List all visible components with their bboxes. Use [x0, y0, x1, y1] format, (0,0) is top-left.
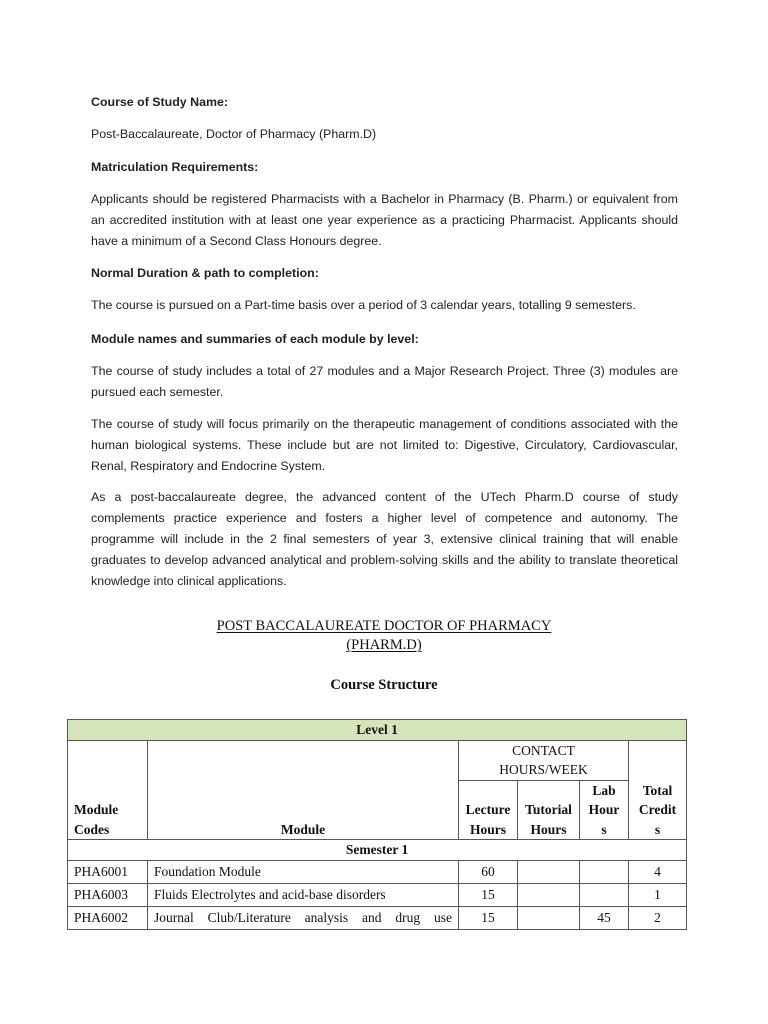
tutorial-header-line-2: Hours — [530, 821, 567, 837]
lab-hours — [580, 860, 629, 883]
module-codes-header-line-2: Codes — [74, 821, 110, 837]
table-row — [68, 906, 687, 929]
tutorial-hours-header — [518, 780, 580, 840]
duration-heading: Normal Duration & path to completion: — [91, 266, 319, 280]
lecture-header-line-1: Lecture — [465, 802, 511, 817]
contact-hours-header-line-1: CONTACT — [512, 742, 575, 758]
credits-header-line-3: s — [654, 821, 661, 837]
matriculation-heading: Matriculation Requirements: — [91, 160, 259, 174]
course-structure-table — [67, 719, 687, 930]
lab-hours-header — [580, 780, 629, 840]
lab-hours: 45 — [580, 906, 629, 929]
modules-summary-3: As a post-baccalaureate degree, the advanced content of the UTech Pharm.D course of study complements practice experience and fosters a higher level of competence and autonomy. The programme will include in the 2 final semesters of year 3, extensive clinical training that will enable graduates to develop advanced analytical and problem-solving skills and the ability to translate theoretical knowledge into clinical applications. — [91, 490, 678, 588]
duration-text: The course is pursued on a Part-time basis over a period of 3 calendar years, totalling 9 semesters. — [91, 298, 636, 312]
module-code: PHA6001 — [68, 860, 148, 883]
lab-header-line-2: Hour — [588, 802, 620, 817]
program-title-line-2: (PHARM.D) — [346, 637, 422, 653]
course-name-heading: Course of Study Name: — [91, 95, 229, 109]
lab-hours — [580, 883, 629, 906]
course-structure-heading: Course Structure — [330, 677, 438, 693]
contact-hours-header — [459, 740, 629, 780]
module-name: Foundation Module — [148, 860, 459, 883]
lecture-hours: 15 — [459, 883, 518, 906]
lab-header-line-3: s — [601, 821, 607, 837]
modules-summary-2: The course of study will focus primarily on the therapeutic management of conditions associated with the human biological systems. These include but are not limited to: Digestive, Circulatory, Cardiovascular, Renal, Respiratory and Endocrine System. — [91, 417, 678, 473]
module-name — [148, 906, 459, 929]
lab-header-line-1: Lab — [592, 782, 616, 798]
module-name-text: Journal Club/Literature analysis and drug use — [154, 909, 452, 925]
contact-hours-header-line-2: HOURS/WEEK — [499, 762, 588, 777]
credits-header-line-1: Total — [642, 782, 673, 798]
module-codes-header-line-1: Module — [74, 802, 119, 817]
tutorial-hours — [518, 906, 580, 929]
module-name: Fluids Electrolytes and acid-base disorders — [148, 883, 459, 906]
total-credits: 1 — [629, 883, 687, 906]
lecture-header-line-2: Hours — [469, 821, 506, 837]
matriculation-text: Applicants should be registered Pharmacists with a Bachelor in Pharmacy (B. Pharm.) or equivalent from an accredited institution with at least one year experience as a practicing Pharmacist. Applicants should have a minimum of a Second Class Honours degree. — [91, 192, 678, 248]
table-row — [68, 860, 687, 883]
total-credits-header — [629, 740, 687, 840]
semester-label: Semester 1 — [68, 840, 687, 861]
table-row — [68, 883, 687, 906]
course-name: Post-Baccalaureate, Doctor of Pharmacy (Pharm.D) — [91, 127, 377, 141]
modules-heading: Module names and summaries of each module by level: — [91, 332, 419, 346]
lecture-hours: 60 — [459, 860, 518, 883]
module-header: Module — [148, 740, 459, 840]
module-code: PHA6003 — [68, 883, 148, 906]
lecture-hours: 15 — [459, 906, 518, 929]
header-row-1 — [68, 740, 687, 780]
tutorial-hours — [518, 883, 580, 906]
lecture-hours-header — [459, 780, 518, 840]
program-title-line-1: POST BACCALAUREATE DOCTOR OF PHARMACY — [216, 618, 552, 634]
tutorial-header-line-1: Tutorial — [525, 802, 572, 817]
level-label: Level 1 — [68, 720, 687, 741]
module-code: PHA6002 — [68, 906, 148, 929]
modules-summary-1: The course of study includes a total of 27 modules and a Major Research Project. Three (3) modules are pursued each semester. — [91, 364, 678, 399]
module-codes-header — [68, 740, 148, 840]
credits-header-line-2: Credit — [638, 802, 677, 817]
tutorial-hours — [518, 860, 580, 883]
semester-row — [68, 840, 687, 861]
level-row — [68, 720, 687, 741]
total-credits: 4 — [629, 860, 687, 883]
total-credits: 2 — [629, 906, 687, 929]
